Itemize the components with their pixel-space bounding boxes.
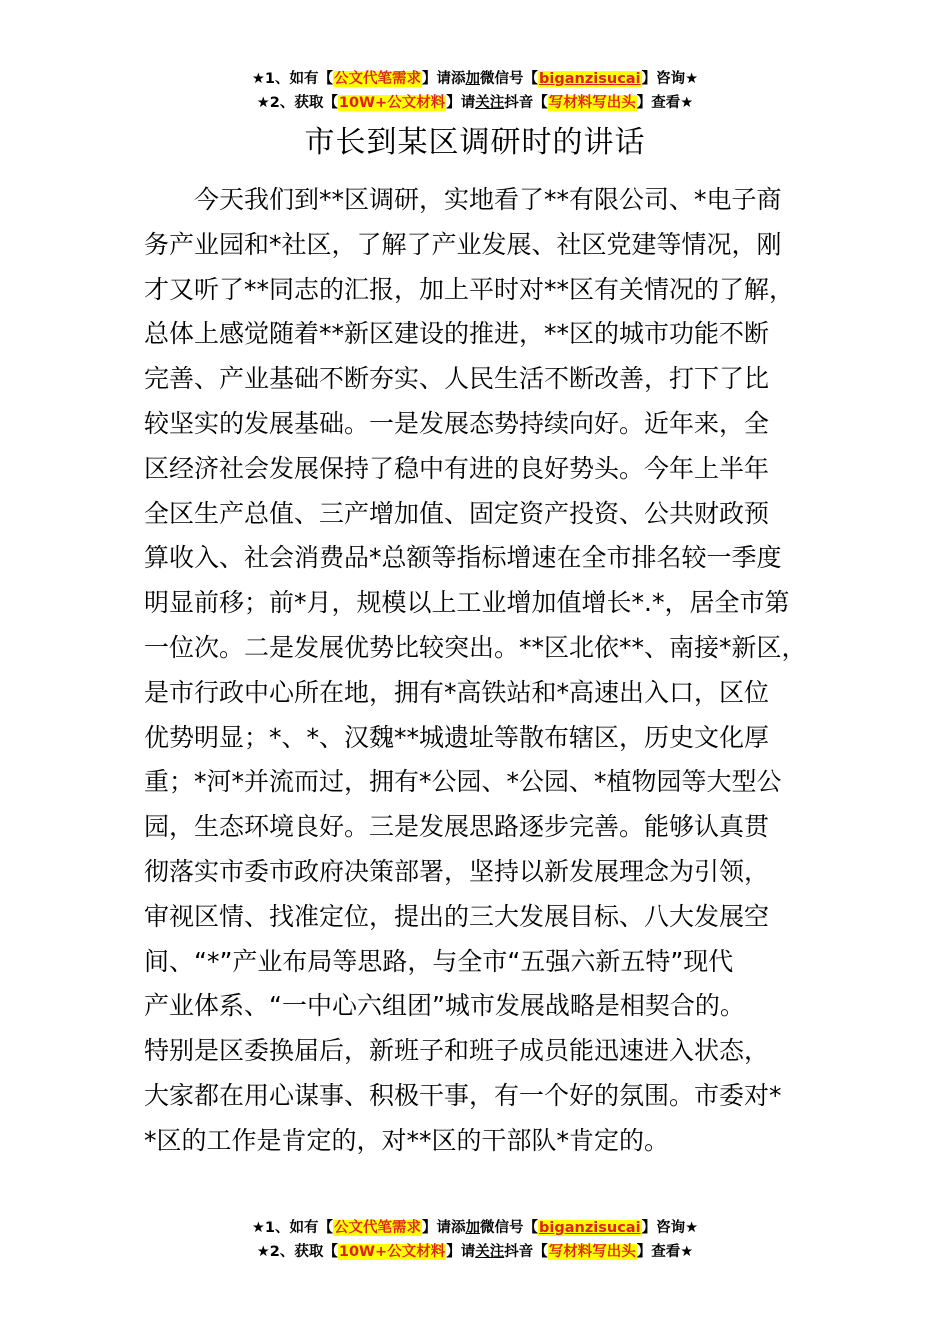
body-line: 重；*河*并流而过，拥有*公园、*公园、*植物园等大型公 [144, 767, 782, 797]
body-line: 全区生产总值、三产增加值、固定资产投资、公共财政预 [144, 498, 770, 528]
banner-underlined-text: 加 [465, 1220, 481, 1236]
body-line: 间、“*”产业布局等思路，与全市“五强六新五特”现代 [144, 946, 734, 976]
body-line: 总体上感觉随着**新区建设的推进，**区的城市功能不断 [144, 319, 770, 349]
highlight-service: 公文代笔需求 [334, 71, 422, 87]
wechat-id-link[interactable]: biganzisucai [539, 1220, 641, 1236]
body-line: 大家都在用心谋事、积极干事，有一个好的氛围。市委对* [144, 1080, 782, 1110]
body-line: 算收入、社会消费品*总额等指标增速在全市排名较一季度 [144, 543, 782, 573]
body-line: 明显前移；前*月，规模以上工业增加值增长*.*，居全市第 [144, 588, 790, 618]
body-line: 优势明显；*、*、汉魏**城遗址等散布辖区，历史文化厚 [144, 722, 770, 752]
banner-text: 】查看★ [636, 95, 694, 111]
body-line: 园，生态环境良好。三是发展思路逐步完善。能够认真贯 [144, 812, 770, 842]
wechat-id-link[interactable]: biganzisucai [539, 71, 641, 87]
highlight-materials: 10W+公文材料 [338, 1244, 446, 1260]
body-line: 彻落实市委市政府决策部署，坚持以新发展理念为引领， [144, 856, 770, 886]
header-banner [0, 67, 950, 115]
banner-text: 】咨询★ [641, 1220, 699, 1236]
banner-line-2 [0, 91, 950, 115]
banner-underlined-text: 加 [465, 71, 481, 87]
speech-body [144, 178, 834, 1164]
body-line: 特别是区委换届后，新班子和班子成员能迅速进入状态， [144, 1036, 770, 1066]
footer-banner [0, 1216, 950, 1264]
banner-text: 微信号【 [480, 71, 539, 87]
banner-text: 】请 [446, 95, 476, 111]
banner-line-1 [0, 1216, 950, 1240]
banner-text: 】请 [446, 1244, 476, 1260]
body-line: 完善、产业基础不断夯实、人民生活不断改善，打下了比 [144, 364, 770, 394]
body-line: 审视区情、找准定位，提出的三大发展目标、八大发展空 [144, 901, 770, 931]
body-line: 是市行政中心所在地，拥有*高铁站和*高速出入口，区位 [144, 677, 770, 707]
page-title: 市长到某区调研时的讲话 [304, 125, 646, 160]
banner-line-1 [0, 67, 950, 91]
body-line: 一位次。二是发展优势比较突出。**区北依**、南接*新区， [144, 632, 807, 662]
highlight-materials: 10W+公文材料 [338, 95, 446, 111]
body-line: 产业体系、“一中心六组团”城市发展战略是相契合的。 [144, 991, 745, 1021]
body-line: 才又听了**同志的汇报，加上平时对**区有关情况的了解， [144, 274, 795, 304]
banner-line-2 [0, 1240, 950, 1264]
banner-text: 抖音【 [504, 95, 548, 111]
banner-text: 微信号【 [480, 1220, 539, 1236]
banner-text: ★2、获取【 [256, 95, 338, 111]
body-line: 区经济社会发展保持了稳中有进的良好势头。今年上半年 [144, 453, 770, 483]
banner-text: 抖音【 [504, 1244, 548, 1260]
banner-text: 】请添 [422, 71, 466, 87]
banner-text: 】查看★ [636, 1244, 694, 1260]
douyin-account: 写材料写出头 [548, 95, 636, 111]
body-line: 较坚实的发展基础。一是发展态势持续向好。近年来，全 [144, 408, 770, 438]
highlight-service: 公文代笔需求 [334, 1220, 422, 1236]
banner-underlined-text: 关注 [475, 1244, 505, 1260]
banner-text: ★1、如有【 [251, 1220, 334, 1236]
banner-text: 】请添 [422, 1220, 466, 1236]
body-line: 今天我们到**区调研，实地看了**有限公司、*电子商 [144, 185, 782, 214]
banner-text: ★2、获取【 [256, 1244, 338, 1260]
banner-text: ★1、如有【 [251, 71, 334, 87]
banner-underlined-text: 关注 [475, 95, 505, 111]
douyin-account: 写材料写出头 [548, 1244, 636, 1260]
body-line: 务产业园和*社区，了解了产业发展、社区党建等情况，刚 [144, 229, 782, 259]
banner-text: 】咨询★ [641, 71, 699, 87]
body-line: *区的工作是肯定的，对**区的干部队*肯定的。 [144, 1125, 670, 1155]
